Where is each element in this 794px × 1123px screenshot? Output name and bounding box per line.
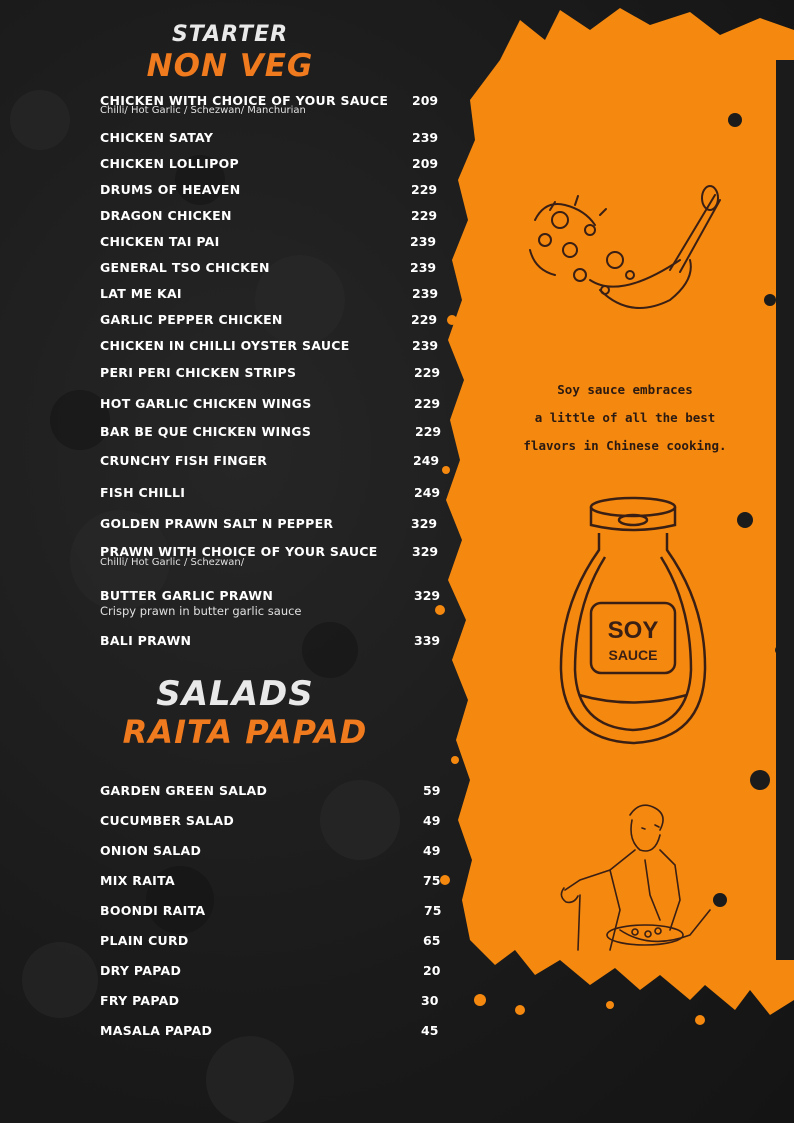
item-name: CHICKEN SATAY [100, 130, 214, 145]
item-name: ONION SALAD [100, 843, 202, 858]
item-price: 229 [415, 424, 442, 439]
item-name: DRAGON CHICKEN [100, 208, 232, 223]
item-price: 229 [411, 182, 438, 197]
section-title-non-veg: NON VEG [146, 48, 314, 84]
item-price: 329 [414, 588, 441, 603]
quote-line: a little of all the best [534, 410, 716, 425]
item-price: 229 [411, 208, 438, 223]
item-price: 20 [423, 963, 441, 978]
item-price: 75 [423, 873, 441, 888]
item-name: MIX RAITA [100, 873, 175, 888]
item-name: BALI PRAWN [100, 633, 192, 648]
item-name: PRAWN WITH CHOICE OF YOUR SAUCE [100, 544, 378, 559]
item-name: GARLIC PEPPER CHICKEN [100, 312, 283, 327]
item-price: 59 [423, 783, 441, 798]
section-title-salads: SALADS [156, 674, 314, 714]
item-price: 49 [423, 813, 441, 828]
item-price: 329 [412, 544, 439, 559]
item-name: GENERAL TSO CHICKEN [100, 260, 270, 275]
item-name: CHICKEN TAI PAI [100, 234, 220, 249]
item-price: 229 [414, 365, 441, 380]
item-price: 249 [414, 485, 441, 500]
item-name: CUCUMBER SALAD [100, 813, 235, 828]
item-name: DRY PAPAD [100, 963, 182, 978]
item-name: PERI PERI CHICKEN STRIPS [100, 365, 297, 380]
item-description: Chilli/ Hot Garlic / Schezwan/ Manchurian [100, 105, 306, 116]
item-name: HOT GARLIC CHICKEN WINGS [100, 396, 312, 411]
item-price: 339 [414, 633, 441, 648]
item-price: 249 [413, 453, 440, 468]
item-price: 239 [412, 130, 439, 145]
item-price: 329 [411, 516, 438, 531]
chef-cooking-icon [550, 800, 720, 970]
item-name: BAR BE QUE CHICKEN WINGS [100, 424, 312, 439]
section-title-raita-papad: RAITA PAPAD [122, 713, 368, 751]
bottle-label-sauce: SAUCE [608, 647, 658, 663]
item-name: LAT ME KAI [100, 286, 182, 301]
item-price: 239 [412, 338, 439, 353]
item-price: 229 [414, 396, 441, 411]
item-name: DRUMS OF HEAVEN [100, 182, 241, 197]
item-price: 75 [424, 903, 442, 918]
item-price: 30 [421, 993, 439, 1008]
item-name: GOLDEN PRAWN SALT N PEPPER [100, 516, 334, 531]
item-price: 239 [410, 260, 437, 275]
soy-sauce-quote [520, 376, 730, 460]
item-price: 209 [412, 93, 439, 108]
item-price: 239 [412, 286, 439, 301]
bottle-label-soy: SOY [607, 617, 659, 644]
item-description: Crispy prawn in butter garlic sauce [100, 604, 302, 618]
item-name: FRY PAPAD [100, 993, 180, 1008]
item-name: CHICKEN LOLLIPOP [100, 156, 239, 171]
quote-line: Soy sauce embraces [557, 382, 693, 397]
item-price: 65 [423, 933, 441, 948]
item-name: BOONDI RAITA [100, 903, 206, 918]
item-name: GARDEN GREEN SALAD [100, 783, 268, 798]
section-subtitle-starter: STARTER [171, 22, 289, 47]
item-name: CRUNCHY FISH FINGER [100, 453, 268, 468]
item-name: MASALA PAPAD [100, 1023, 213, 1038]
item-price: 229 [411, 312, 438, 327]
item-name: FISH CHILLI [100, 485, 186, 500]
item-price: 49 [423, 843, 441, 858]
item-description: Chilli/ Hot Garlic / Schezwan/ [100, 557, 245, 568]
item-price: 45 [421, 1023, 439, 1038]
item-price: 239 [410, 234, 437, 249]
item-name: PLAIN CURD [100, 933, 189, 948]
item-name: BUTTER GARLIC PRAWN [100, 588, 274, 603]
quote-line: flavors in Chinese cooking. [523, 438, 727, 453]
soy-sauce-bottle-icon [555, 495, 710, 750]
wok-spatula-icon [520, 180, 730, 320]
item-name: CHICKEN WITH CHOICE OF YOUR SAUCE [100, 93, 389, 108]
item-price: 209 [412, 156, 439, 171]
item-name: CHICKEN IN CHILLI OYSTER SAUCE [100, 338, 350, 353]
